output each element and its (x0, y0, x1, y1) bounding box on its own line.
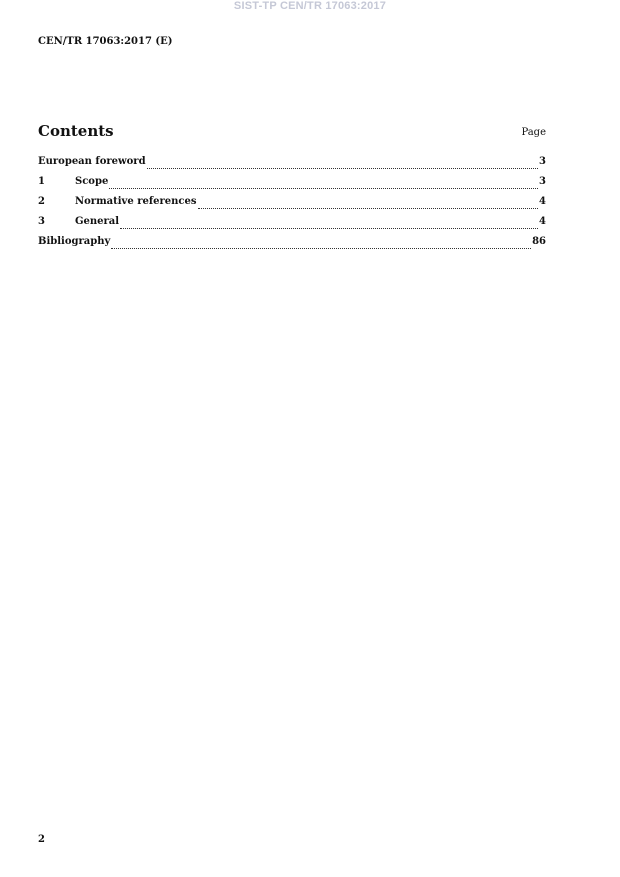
toc-entry-number: 3 (38, 216, 45, 227)
toc-leader-dots (198, 208, 539, 209)
toc-entry-page: 3 (539, 156, 546, 167)
toc-entry-page: 4 (539, 196, 546, 207)
toc-leader-dots (147, 168, 538, 169)
toc-entry-page: 4 (539, 216, 546, 227)
toc-leader-dots (120, 228, 538, 229)
toc-entry-page: 3 (539, 176, 546, 187)
toc-entry-label: European foreword (38, 156, 146, 167)
toc-leader-dots (111, 248, 531, 249)
toc-header (38, 122, 546, 144)
toc-entry-label: General (75, 216, 120, 227)
toc-entry-number: 2 (38, 196, 45, 207)
document-id-header: CEN/TR 17063:2017 (E) (38, 36, 173, 47)
toc-entry-scope[interactable] (38, 176, 546, 196)
toc-entry-label: Bibliography (38, 236, 111, 247)
toc-leader-dots (109, 188, 538, 189)
table-of-contents (38, 156, 546, 256)
toc-page-column-label: Page (521, 127, 546, 138)
toc-entry-number: 1 (38, 176, 45, 187)
toc-entry-bibliography[interactable] (38, 236, 546, 256)
footer-page-number: 2 (38, 834, 45, 845)
toc-entry-general[interactable] (38, 216, 546, 236)
toc-entry-label: Normative references (75, 196, 197, 207)
toc-title: Contents (38, 122, 114, 140)
toc-entry-european-foreword[interactable] (38, 156, 546, 176)
toc-entry-page: 86 (532, 236, 546, 247)
watermark: SIST-TP CEN/TR 17063:2017 (233, 0, 387, 12)
toc-entry-label: Scope (75, 176, 109, 187)
toc-entry-normative-references[interactable] (38, 196, 546, 216)
